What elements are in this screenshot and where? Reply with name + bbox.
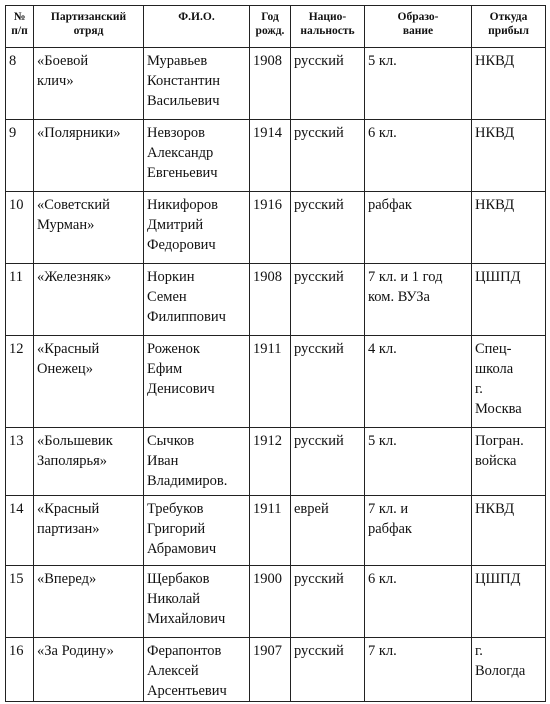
- table-row: [6, 336, 546, 428]
- header-year: Год рожд.: [250, 6, 291, 48]
- row-number: 10: [6, 192, 34, 264]
- row-number: 15: [6, 566, 34, 638]
- row-year: 1914: [250, 120, 291, 192]
- row-origin: НКВД: [472, 48, 546, 120]
- row-unit: «За Родину»: [34, 638, 144, 702]
- row-education: 7 кл.: [365, 638, 472, 702]
- row-education: 5 кл.: [365, 428, 472, 496]
- row-nationality: еврей: [291, 496, 365, 566]
- row-nationality: русский: [291, 120, 365, 192]
- row-unit: «Железняк»: [34, 264, 144, 336]
- row-name: Невзоров Александр Евгеньевич: [144, 120, 250, 192]
- row-name: Требуков Григорий Абрамович: [144, 496, 250, 566]
- row-name: Муравьев Константин Васильевич: [144, 48, 250, 120]
- row-name: Никифоров Дмитрий Федорович: [144, 192, 250, 264]
- header-row: [6, 6, 546, 48]
- table-row: [6, 48, 546, 120]
- table-row: [6, 496, 546, 566]
- row-nationality: русский: [291, 336, 365, 428]
- row-name: Роженок Ефим Денисович: [144, 336, 250, 428]
- table-row: [6, 192, 546, 264]
- row-origin: НКВД: [472, 496, 546, 566]
- header-number: № п/п: [6, 6, 34, 48]
- row-year: 1911: [250, 496, 291, 566]
- row-year: 1908: [250, 264, 291, 336]
- row-number: 14: [6, 496, 34, 566]
- row-education: рабфак: [365, 192, 472, 264]
- row-origin: Спец- школа г. Москва: [472, 336, 546, 428]
- table-row: [6, 428, 546, 496]
- row-unit: «Красный Онежец»: [34, 336, 144, 428]
- table-row: [6, 264, 546, 336]
- row-nationality: русский: [291, 192, 365, 264]
- row-number: 16: [6, 638, 34, 702]
- row-unit: «Большевик Заполярья»: [34, 428, 144, 496]
- row-year: 1908: [250, 48, 291, 120]
- row-year: 1907: [250, 638, 291, 702]
- row-year: 1911: [250, 336, 291, 428]
- row-name: Сычков Иван Владимиров.: [144, 428, 250, 496]
- row-education: 6 кл.: [365, 120, 472, 192]
- row-nationality: русский: [291, 638, 365, 702]
- header-origin: Откуда прибыл: [472, 6, 546, 48]
- row-origin: ЦШПД: [472, 264, 546, 336]
- row-nationality: русский: [291, 566, 365, 638]
- table-row: [6, 120, 546, 192]
- header-nationality: Нацио- нальность: [291, 6, 365, 48]
- table-row: [6, 566, 546, 638]
- row-education: 4 кл.: [365, 336, 472, 428]
- row-unit: «Полярники»: [34, 120, 144, 192]
- row-number: 11: [6, 264, 34, 336]
- row-name: Щербаков Николай Михайлович: [144, 566, 250, 638]
- header-unit: Партизанский отряд: [34, 6, 144, 48]
- row-year: 1900: [250, 566, 291, 638]
- row-number: 8: [6, 48, 34, 120]
- row-name: Норкин Семен Филиппович: [144, 264, 250, 336]
- row-name: Ферапонтов Алексей Арсентьевич: [144, 638, 250, 702]
- row-nationality: русский: [291, 48, 365, 120]
- row-origin: Погран. войска: [472, 428, 546, 496]
- row-origin: НКВД: [472, 192, 546, 264]
- row-year: 1912: [250, 428, 291, 496]
- partisan-roster-table: [5, 5, 546, 702]
- row-unit: «Советский Мурман»: [34, 192, 144, 264]
- row-unit: «Боевой клич»: [34, 48, 144, 120]
- row-education: 7 кл. и 1 год ком. ВУЗа: [365, 264, 472, 336]
- row-origin: НКВД: [472, 120, 546, 192]
- row-unit: «Вперед»: [34, 566, 144, 638]
- row-education: 7 кл. и рабфак: [365, 496, 472, 566]
- row-nationality: русский: [291, 264, 365, 336]
- row-education: 5 кл.: [365, 48, 472, 120]
- row-unit: «Красный партизан»: [34, 496, 144, 566]
- row-number: 12: [6, 336, 34, 428]
- header-education: Образо- вание: [365, 6, 472, 48]
- row-number: 13: [6, 428, 34, 496]
- table-row: [6, 638, 546, 702]
- row-number: 9: [6, 120, 34, 192]
- row-year: 1916: [250, 192, 291, 264]
- header-name: Ф.И.О.: [144, 6, 250, 48]
- row-origin: ЦШПД: [472, 566, 546, 638]
- row-education: 6 кл.: [365, 566, 472, 638]
- row-origin: г. Вологда: [472, 638, 546, 702]
- row-nationality: русский: [291, 428, 365, 496]
